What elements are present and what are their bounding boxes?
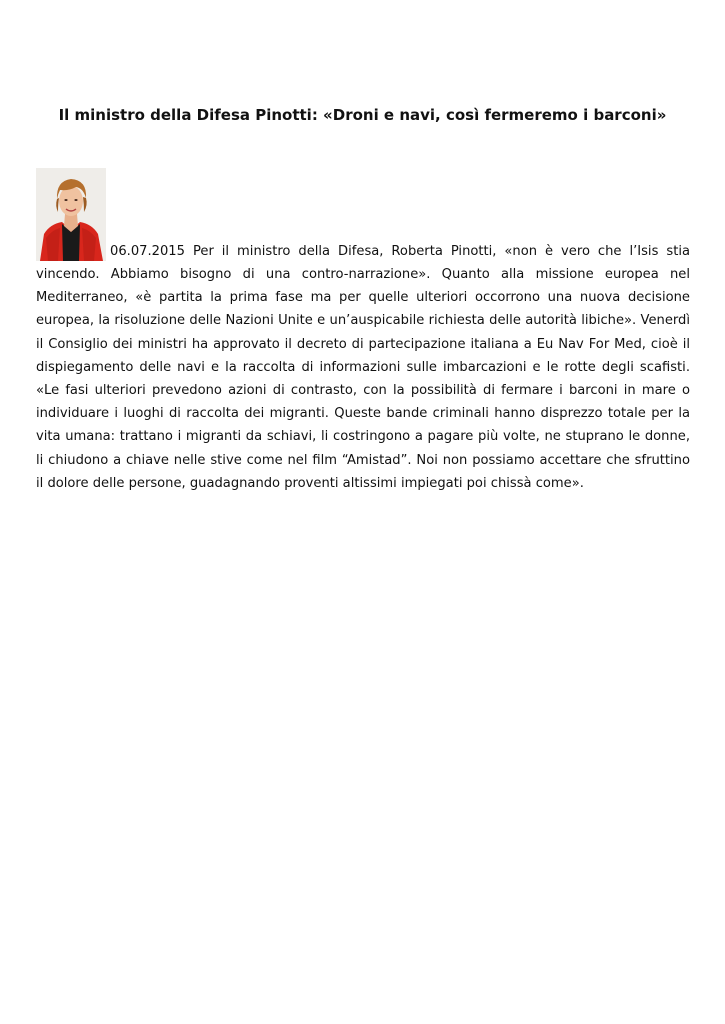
- article-body: [36, 170, 690, 495]
- article-title: Il ministro della Difesa Pinotti: «Droni e navi, così fermeremo i barconi»: [58, 106, 667, 124]
- article-date: 06.07.2015: [110, 243, 185, 259]
- article-text: Per il ministro della Difesa, Roberta Pinotti, «non è vero che l’Isis stia vincendo. Abbiamo bisogno di una contro-narrazione». Quanto alla missione europea nel Mediterraneo, «è partita la prima fase ma per quelle ulteriori occorrono una nuova decisione europea, la risoluzione delle Nazioni Unite e un’auspicabile richiesta delle autorità libiche». Venerdì il Consiglio dei ministri ha approvato il decreto di partecipazione italiana a Eu Nav For Med, cioè il dispiegamento delle navi e la raccolta di informazioni sulle imbarcazioni e le rotte degli scafisti. «Le fasi ulteriori prevedono azioni di contrasto, con la possibilità di fermare i barconi in mare o individuare i luoghi di raccolta dei migranti. Queste bande criminali hanno disprezzo totale per la vita umana: trattano i migranti da schiavi, li costringono a pagare più volte, ne stuprano le donne, li chiudono a chiave nelle stive come nel film “Amistad”. Noi non possiamo accettare che sfruttino il dolore delle persone, guadagnando proventi altissimi impiegati poi chissà come».: [36, 243, 690, 491]
- portrait-photo: [36, 168, 106, 261]
